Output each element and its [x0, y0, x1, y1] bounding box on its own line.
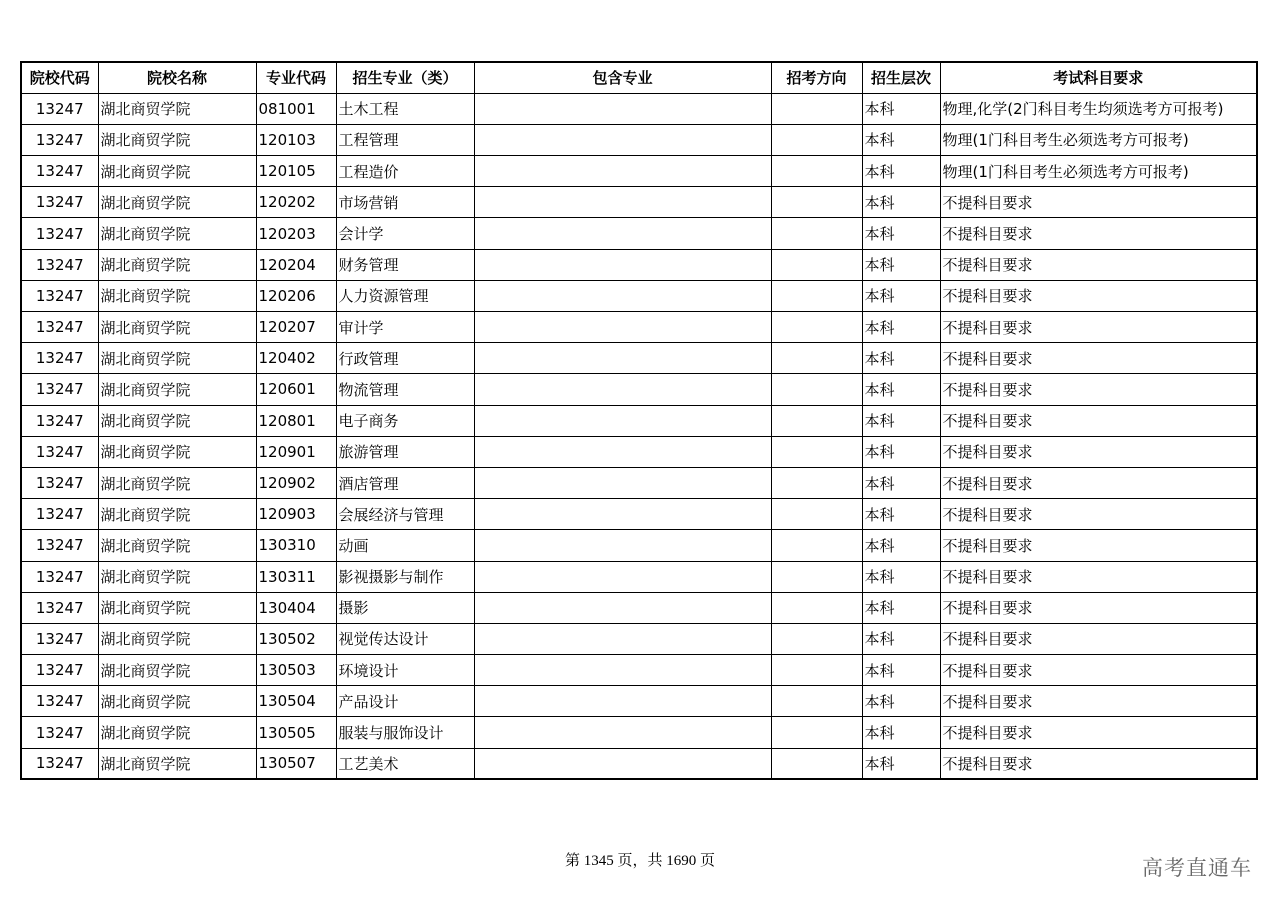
cell-major-code: 120105 [256, 156, 336, 187]
cell-level: 本科 [862, 93, 940, 124]
cell-school-code: 13247 [21, 156, 98, 187]
cell-level: 本科 [862, 499, 940, 530]
cell-level: 本科 [862, 467, 940, 498]
cell-subject-requirements: 物理(1门科目考生必须选考方可报考) [940, 156, 1257, 187]
cell-included-majors [474, 561, 771, 592]
cell-major-code: 130507 [256, 748, 336, 779]
cell-included-majors [474, 623, 771, 654]
cell-major-category: 财务管理 [336, 249, 474, 280]
cell-major-category: 服装与服饰设计 [336, 717, 474, 748]
cell-level: 本科 [862, 436, 940, 467]
table-row [21, 623, 1257, 654]
cell-level: 本科 [862, 187, 940, 218]
cell-major-category: 电子商务 [336, 405, 474, 436]
cell-school-code: 13247 [21, 374, 98, 405]
cell-subject-requirements: 不提科目要求 [940, 530, 1257, 561]
cell-level: 本科 [862, 343, 940, 374]
cell-subject-requirements: 不提科目要求 [940, 343, 1257, 374]
cell-major-code: 120801 [256, 405, 336, 436]
cell-school-name: 湖北商贸学院 [98, 467, 256, 498]
cell-school-name: 湖北商贸学院 [98, 187, 256, 218]
cell-major-code: 081001 [256, 93, 336, 124]
cell-major-category: 行政管理 [336, 343, 474, 374]
cell-school-code: 13247 [21, 405, 98, 436]
cell-school-code: 13247 [21, 187, 98, 218]
cell-subject-requirements: 不提科目要求 [940, 655, 1257, 686]
cell-major-code: 120206 [256, 280, 336, 311]
cell-level: 本科 [862, 374, 940, 405]
cell-direction [771, 280, 862, 311]
cell-direction [771, 187, 862, 218]
cell-subject-requirements: 物理,化学(2门科目考生均须选考方可报考) [940, 93, 1257, 124]
cell-school-name: 湖北商贸学院 [98, 343, 256, 374]
header-school-name: 院校名称 [98, 62, 256, 93]
cell-major-code: 120202 [256, 187, 336, 218]
cell-major-code: 130503 [256, 655, 336, 686]
cell-direction [771, 499, 862, 530]
cell-school-name: 湖北商贸学院 [98, 436, 256, 467]
cell-direction [771, 655, 862, 686]
cell-included-majors [474, 312, 771, 343]
cell-subject-requirements: 不提科目要求 [940, 312, 1257, 343]
cell-school-code: 13247 [21, 748, 98, 779]
cell-school-code: 13247 [21, 93, 98, 124]
cell-direction [771, 623, 862, 654]
cell-subject-requirements: 不提科目要求 [940, 280, 1257, 311]
cell-school-name: 湖北商贸学院 [98, 374, 256, 405]
table-row [21, 748, 1257, 779]
table-row [21, 686, 1257, 717]
cell-major-category: 审计学 [336, 312, 474, 343]
cell-major-category: 工程造价 [336, 156, 474, 187]
cell-school-name: 湖北商贸学院 [98, 623, 256, 654]
table-row [21, 530, 1257, 561]
cell-level: 本科 [862, 748, 940, 779]
cell-school-name: 湖北商贸学院 [98, 748, 256, 779]
cell-school-name: 湖北商贸学院 [98, 592, 256, 623]
cell-school-code: 13247 [21, 312, 98, 343]
cell-level: 本科 [862, 530, 940, 561]
cell-subject-requirements: 物理(1门科目考生必须选考方可报考) [940, 124, 1257, 155]
cell-school-name: 湖北商贸学院 [98, 561, 256, 592]
table-row [21, 374, 1257, 405]
cell-major-code: 120103 [256, 124, 336, 155]
cell-major-category: 工艺美术 [336, 748, 474, 779]
cell-included-majors [474, 156, 771, 187]
cell-school-name: 湖北商贸学院 [98, 312, 256, 343]
cell-included-majors [474, 686, 771, 717]
header-subject-requirements: 考试科目要求 [940, 62, 1257, 93]
cell-included-majors [474, 249, 771, 280]
cell-included-majors [474, 124, 771, 155]
cell-school-name: 湖北商贸学院 [98, 93, 256, 124]
cell-major-code: 120902 [256, 467, 336, 498]
cell-school-name: 湖北商贸学院 [98, 686, 256, 717]
cell-major-category: 会计学 [336, 218, 474, 249]
table-row [21, 93, 1257, 124]
cell-school-name: 湖北商贸学院 [98, 405, 256, 436]
cell-major-code: 120203 [256, 218, 336, 249]
cell-included-majors [474, 717, 771, 748]
cell-included-majors [474, 187, 771, 218]
cell-major-category: 动画 [336, 530, 474, 561]
cell-direction [771, 467, 862, 498]
cell-subject-requirements: 不提科目要求 [940, 249, 1257, 280]
cell-school-name: 湖北商贸学院 [98, 530, 256, 561]
cell-major-category: 产品设计 [336, 686, 474, 717]
watermark-logo: 高考直通车 [1142, 856, 1252, 880]
cell-school-name: 湖北商贸学院 [98, 218, 256, 249]
cell-major-category: 工程管理 [336, 124, 474, 155]
header-major-code: 专业代码 [256, 62, 336, 93]
cell-included-majors [474, 436, 771, 467]
table-row [21, 218, 1257, 249]
cell-school-code: 13247 [21, 499, 98, 530]
cell-subject-requirements: 不提科目要求 [940, 623, 1257, 654]
page-number: 第 1345 页，共 1690 页 [564, 853, 715, 869]
cell-level: 本科 [862, 312, 940, 343]
cell-major-category: 酒店管理 [336, 467, 474, 498]
cell-major-category: 市场营销 [336, 187, 474, 218]
cell-level: 本科 [862, 686, 940, 717]
table-header-row [21, 62, 1257, 93]
cell-subject-requirements: 不提科目要求 [940, 187, 1257, 218]
cell-school-code: 13247 [21, 561, 98, 592]
cell-level: 本科 [862, 592, 940, 623]
cell-direction [771, 374, 862, 405]
table-row [21, 124, 1257, 155]
cell-school-name: 湖北商贸学院 [98, 280, 256, 311]
cell-major-code: 120207 [256, 312, 336, 343]
table-row [21, 312, 1257, 343]
cell-major-category: 物流管理 [336, 374, 474, 405]
cell-major-category: 视觉传达设计 [336, 623, 474, 654]
cell-level: 本科 [862, 655, 940, 686]
cell-included-majors [474, 592, 771, 623]
cell-school-name: 湖北商贸学院 [98, 249, 256, 280]
cell-level: 本科 [862, 249, 940, 280]
cell-major-code: 130502 [256, 623, 336, 654]
cell-school-name: 湖北商贸学院 [98, 655, 256, 686]
table-row [21, 467, 1257, 498]
cell-direction [771, 312, 862, 343]
cell-level: 本科 [862, 561, 940, 592]
cell-level: 本科 [862, 405, 940, 436]
cell-subject-requirements: 不提科目要求 [940, 374, 1257, 405]
cell-level: 本科 [862, 717, 940, 748]
cell-subject-requirements: 不提科目要求 [940, 436, 1257, 467]
cell-direction [771, 343, 862, 374]
cell-included-majors [474, 499, 771, 530]
cell-major-category: 影视摄影与制作 [336, 561, 474, 592]
table-row [21, 187, 1257, 218]
cell-level: 本科 [862, 156, 940, 187]
cell-subject-requirements: 不提科目要求 [940, 592, 1257, 623]
cell-direction [771, 405, 862, 436]
cell-major-category: 会展经济与管理 [336, 499, 474, 530]
cell-direction [771, 436, 862, 467]
cell-included-majors [474, 280, 771, 311]
table-row [21, 343, 1257, 374]
cell-subject-requirements: 不提科目要求 [940, 218, 1257, 249]
cell-direction [771, 249, 862, 280]
table-row [21, 717, 1257, 748]
cell-level: 本科 [862, 218, 940, 249]
cell-level: 本科 [862, 623, 940, 654]
cell-school-code: 13247 [21, 249, 98, 280]
cell-major-code: 130310 [256, 530, 336, 561]
cell-major-code: 130311 [256, 561, 336, 592]
cell-direction [771, 561, 862, 592]
header-included-majors: 包含专业 [474, 62, 771, 93]
table-row [21, 655, 1257, 686]
cell-major-category: 环境设计 [336, 655, 474, 686]
cell-major-category: 旅游管理 [336, 436, 474, 467]
table-row [21, 156, 1257, 187]
table-row [21, 592, 1257, 623]
cell-direction [771, 93, 862, 124]
cell-major-code: 130505 [256, 717, 336, 748]
cell-school-name: 湖北商贸学院 [98, 499, 256, 530]
cell-school-code: 13247 [21, 655, 98, 686]
cell-major-code: 120204 [256, 249, 336, 280]
cell-school-code: 13247 [21, 436, 98, 467]
cell-subject-requirements: 不提科目要求 [940, 405, 1257, 436]
cell-included-majors [474, 343, 771, 374]
cell-direction [771, 156, 862, 187]
cell-direction [771, 592, 862, 623]
cell-major-category: 摄影 [336, 592, 474, 623]
cell-subject-requirements: 不提科目要求 [940, 467, 1257, 498]
cell-school-code: 13247 [21, 717, 98, 748]
cell-included-majors [474, 748, 771, 779]
cell-school-code: 13247 [21, 280, 98, 311]
table-row [21, 561, 1257, 592]
cell-included-majors [474, 374, 771, 405]
cell-school-code: 13247 [21, 530, 98, 561]
cell-major-category: 人力资源管理 [336, 280, 474, 311]
cell-school-code: 13247 [21, 686, 98, 717]
cell-major-code: 130504 [256, 686, 336, 717]
cell-level: 本科 [862, 124, 940, 155]
cell-school-name: 湖北商贸学院 [98, 156, 256, 187]
cell-included-majors [474, 530, 771, 561]
header-level: 招生层次 [862, 62, 940, 93]
cell-included-majors [474, 93, 771, 124]
cell-school-name: 湖北商贸学院 [98, 124, 256, 155]
cell-school-name: 湖北商贸学院 [98, 717, 256, 748]
table-row [21, 436, 1257, 467]
cell-included-majors [474, 655, 771, 686]
cell-major-code: 130404 [256, 592, 336, 623]
cell-included-majors [474, 218, 771, 249]
cell-direction [771, 748, 862, 779]
cell-school-code: 13247 [21, 623, 98, 654]
cell-subject-requirements: 不提科目要求 [940, 748, 1257, 779]
cell-school-code: 13247 [21, 467, 98, 498]
cell-major-code: 120903 [256, 499, 336, 530]
cell-subject-requirements: 不提科目要求 [940, 717, 1257, 748]
cell-direction [771, 124, 862, 155]
cell-major-code: 120601 [256, 374, 336, 405]
admission-table [20, 61, 1258, 780]
cell-major-category: 土木工程 [336, 93, 474, 124]
cell-major-code: 120901 [256, 436, 336, 467]
cell-direction [771, 530, 862, 561]
header-major-category: 招生专业（类） [336, 62, 474, 93]
cell-school-code: 13247 [21, 592, 98, 623]
cell-subject-requirements: 不提科目要求 [940, 686, 1257, 717]
cell-included-majors [474, 467, 771, 498]
cell-school-code: 13247 [21, 343, 98, 374]
header-school-code: 院校代码 [21, 62, 98, 93]
table-row [21, 249, 1257, 280]
cell-direction [771, 218, 862, 249]
cell-major-code: 120402 [256, 343, 336, 374]
cell-school-code: 13247 [21, 218, 98, 249]
cell-subject-requirements: 不提科目要求 [940, 561, 1257, 592]
cell-direction [771, 717, 862, 748]
table-row [21, 499, 1257, 530]
cell-subject-requirements: 不提科目要求 [940, 499, 1257, 530]
cell-direction [771, 686, 862, 717]
cell-level: 本科 [862, 280, 940, 311]
table-row [21, 280, 1257, 311]
table-row [21, 405, 1257, 436]
cell-school-code: 13247 [21, 124, 98, 155]
cell-included-majors [474, 405, 771, 436]
header-direction: 招考方向 [771, 62, 862, 93]
